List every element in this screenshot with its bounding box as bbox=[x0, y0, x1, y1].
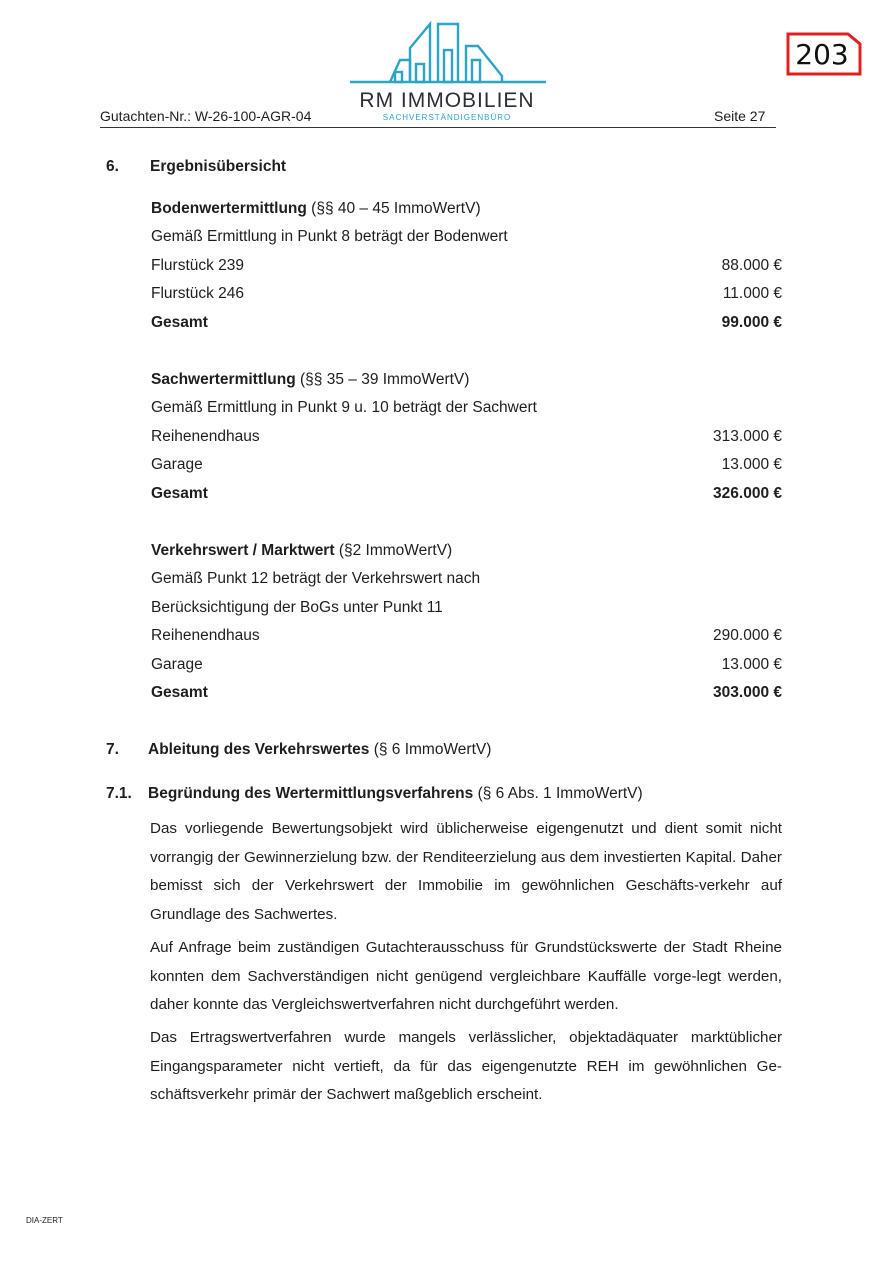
section-7-1-title-rest: (§ 6 Abs. 1 ImmoWertV) bbox=[473, 785, 643, 802]
report-number: Gutachten-Nr.: W-26-100-AGR-04 bbox=[100, 108, 312, 124]
sach-heading-bold: Sachwertermittlung bbox=[151, 371, 296, 388]
sach-row-label: Reihenendhaus bbox=[151, 428, 260, 445]
page-badge-number: 203 bbox=[795, 38, 849, 71]
boden-row-value: 11.000 € bbox=[722, 285, 782, 302]
boden-heading-bold: Bodenwertermittlung bbox=[151, 200, 307, 217]
boden-total-label: Gesamt bbox=[151, 314, 208, 331]
section-6-title: Ergebnisübersicht bbox=[150, 158, 287, 175]
boden-row-label: Flurstück 239 bbox=[151, 257, 245, 274]
verkehr-heading-rest: (§2 ImmoWertV) bbox=[334, 542, 453, 559]
boden-total-value: 99.000 € bbox=[721, 314, 782, 331]
sach-heading bbox=[151, 371, 469, 389]
verkehr-intro-2: Berücksichtigung der BoGs unter Punkt 11 bbox=[151, 599, 443, 616]
boden-heading-rest: (§§ 40 – 45 ImmoWertV) bbox=[306, 200, 481, 217]
sach-total-value: 326.000 € bbox=[713, 485, 782, 502]
verkehr-heading bbox=[151, 542, 452, 560]
sach-row-value: 13.000 € bbox=[721, 456, 782, 473]
verkehr-heading-bold: Verkehrswert / Marktwert bbox=[151, 542, 335, 559]
section-7-title bbox=[148, 741, 491, 759]
verkehr-total-label: Gesamt bbox=[151, 684, 208, 701]
section-7-1-title bbox=[148, 785, 643, 803]
section-7-title-rest: (§ 6 ImmoWertV) bbox=[369, 741, 492, 758]
sach-total-label: Gesamt bbox=[151, 485, 208, 502]
paragraph: Auf Anfrage beim zuständigen Gutachterausschuss für Grundstückswerte der Stadt Rheine konnten dem Sachverständigen nicht genügend vergleichbare Kauffälle vorge-legt werden, daher konnte das Vergleichswertverfahren nicht durchgeführt werden. bbox=[150, 939, 782, 1013]
paragraph: Das Ertragswertverfahren wurde mangels verlässlicher, objektadäquater marktüblicher Eingangsparameter nicht vertieft, da für das eigengenutzte REH im gewöhnlichen Ge-schäftsverkehr primär der Sachwert maßgeblich erscheint. bbox=[150, 1029, 782, 1103]
section-7-1-number: 7.1. bbox=[106, 785, 132, 802]
sach-intro: Gemäß Ermittlung in Punkt 9 u. 10 beträgt der Sachwert bbox=[151, 399, 537, 416]
verkehr-intro-1: Gemäß Punkt 12 beträgt der Verkehrswert nach bbox=[151, 570, 481, 587]
verkehr-total-value: 303.000 € bbox=[713, 684, 782, 701]
boden-row-value: 88.000 € bbox=[721, 257, 782, 274]
logo-title: RM IMMOBILIEN bbox=[359, 89, 535, 112]
boden-heading bbox=[151, 200, 481, 218]
sach-row-label: Garage bbox=[151, 456, 203, 473]
section-6-number: 6. bbox=[106, 158, 119, 175]
section-7-1-title-bold: Begründung des Wertermittlungsverfahrens bbox=[148, 785, 474, 802]
section-7-number: 7. bbox=[106, 741, 119, 758]
section-7-title-bold: Ableitung des Verkehrswertes bbox=[148, 741, 370, 758]
verkehr-row-label: Garage bbox=[151, 656, 203, 673]
logo-subtitle: SACHVERSTÄNDIGENBÜRO bbox=[382, 113, 512, 122]
boden-intro: Gemäß Ermittlung in Punkt 8 beträgt der Bodenwert bbox=[151, 228, 508, 245]
paragraph: Das vorliegende Bewertungsobjekt wird üblicherweise eigengenutzt und dient somit nicht vorrangig der Gewinnerzielung bzw. der Renditeerzielung aus dem investierten Kapital. Daher bemisst sich der Verkehrswert der Immobilie im gewöhnlichen Geschäfts-verkehr auf Grundlage des Sachwertes. bbox=[150, 820, 782, 923]
boden-row-label: Flurstück 246 bbox=[151, 285, 245, 302]
sach-row-value: 313.000 € bbox=[713, 428, 782, 445]
verkehr-row-label: Reihenendhaus bbox=[151, 627, 260, 644]
page-label: Seite 27 bbox=[714, 108, 766, 124]
sach-heading-rest: (§§ 35 – 39 ImmoWertV) bbox=[295, 371, 470, 388]
footer-mark: DIA-ZERT bbox=[26, 1216, 63, 1225]
verkehr-row-value: 13.000 € bbox=[721, 656, 782, 673]
verkehr-row-value: 290.000 € bbox=[713, 627, 782, 644]
